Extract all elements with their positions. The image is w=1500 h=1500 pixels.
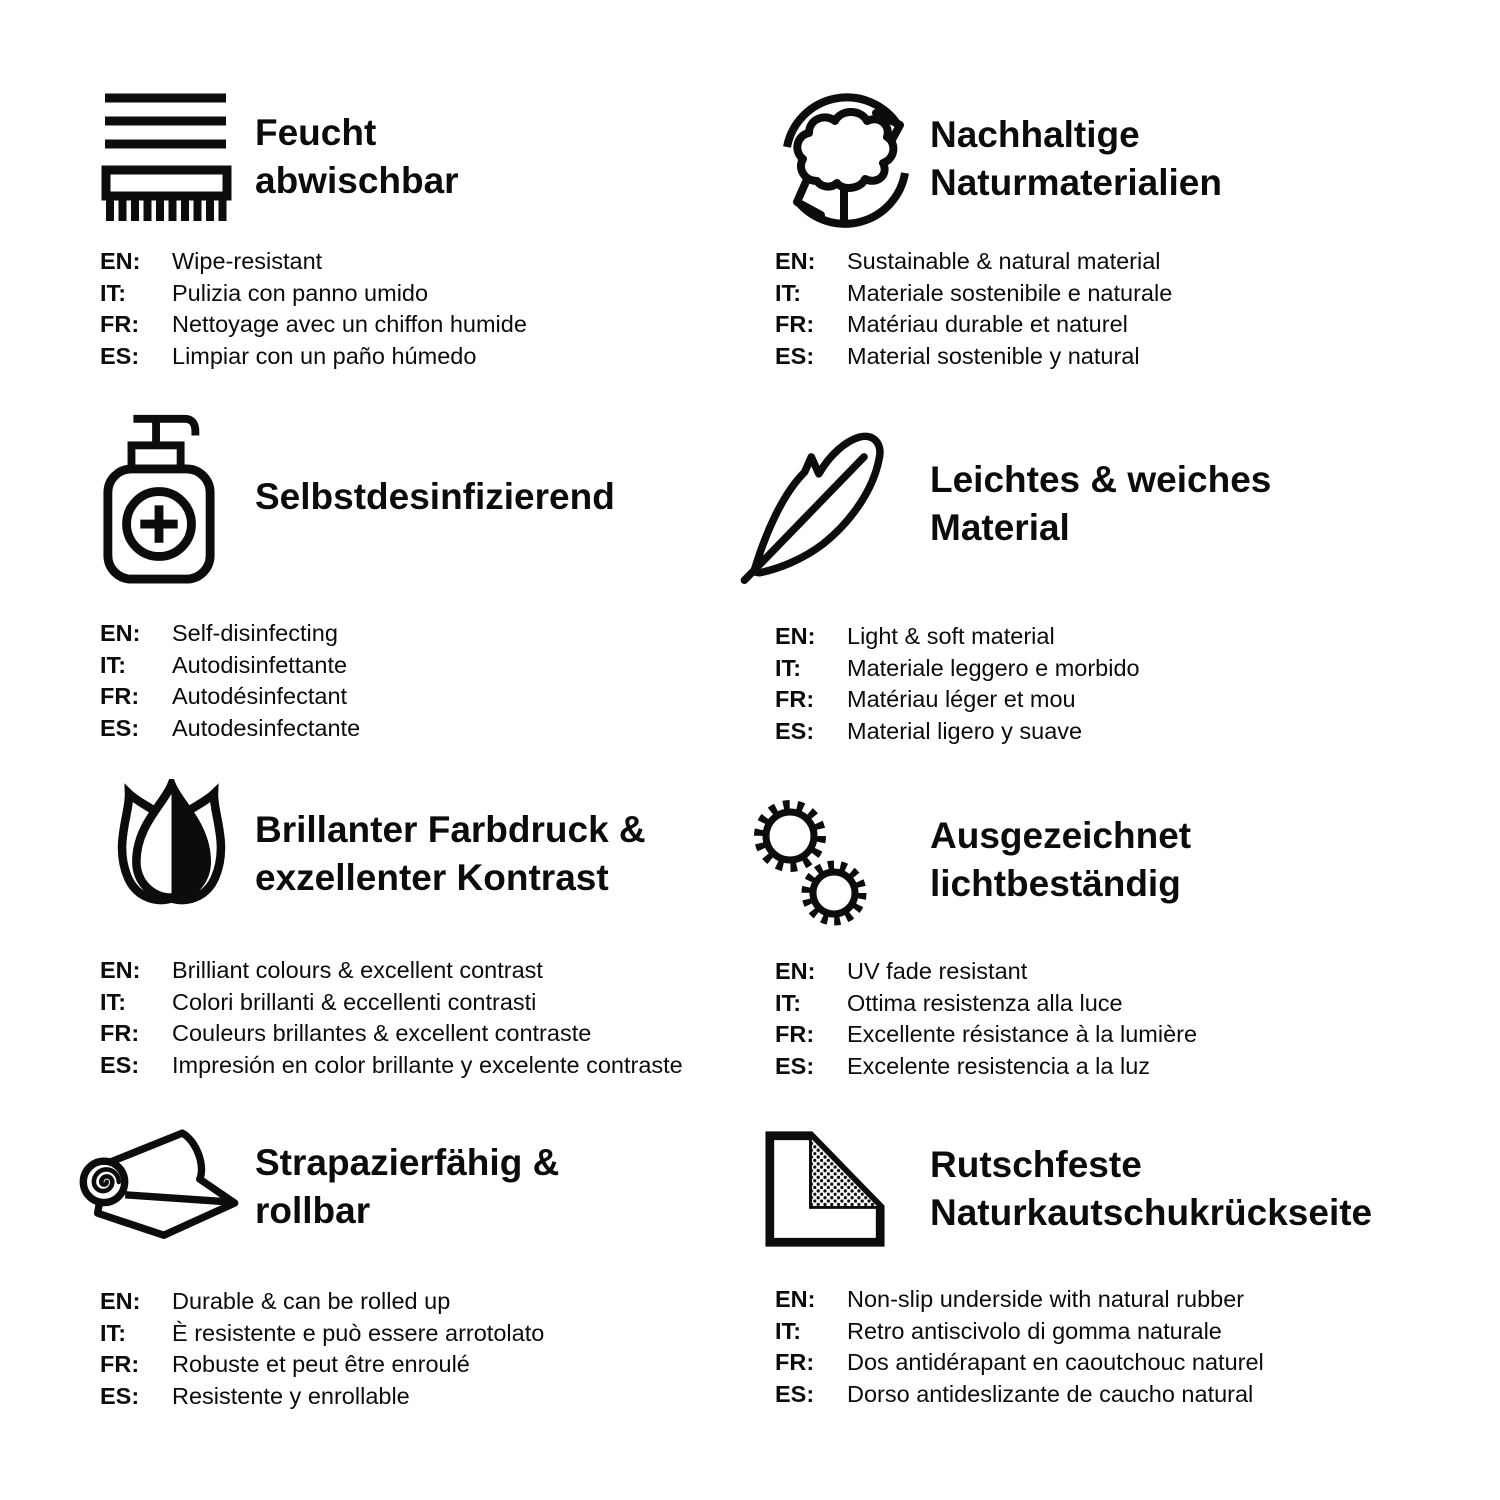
- feature-title: Nachhaltige Naturmaterialien: [930, 114, 1222, 203]
- translation-list: [100, 618, 760, 744]
- translation-row: ES: Material sostenible y natural: [775, 342, 1140, 369]
- ink-drops-icon: [100, 779, 243, 929]
- feature-header: [100, 786, 760, 922]
- translation-row: FR: Matériau durable et naturel: [775, 311, 1128, 337]
- translation-row: ES: Impresión en color brillante y excelente contraste: [100, 1051, 683, 1078]
- translation-row: IT: Pulizia con panno umido: [100, 279, 429, 306]
- feature-light-soft: [775, 423, 1435, 747]
- translation-row: EN: Brilliant colours & excellent contrast: [100, 957, 543, 983]
- translation-row: ES: Material ligero y suave: [775, 717, 1083, 744]
- translation-row: FR: Excellente résistance à la lumière: [775, 1021, 1198, 1047]
- feature-header: [775, 1128, 1435, 1250]
- feature-self-disinfecting: [100, 408, 760, 744]
- translation-list: [100, 246, 760, 372]
- feature-durable-rollable: [100, 1123, 760, 1412]
- feature-header: [100, 1123, 760, 1250]
- translation-row: FR: Robuste et peut être enroulé: [100, 1351, 470, 1377]
- translation-row: FR: Nettoyage avec un chiffon humide: [100, 311, 527, 337]
- translation-row: EN: UV fade resistant: [775, 958, 1028, 984]
- translation-list: [775, 956, 1435, 1082]
- translation-row: IT: Colori brillanti & eccellenti contrasti: [100, 988, 537, 1015]
- translation-list: [100, 955, 760, 1081]
- translation-row: FR: Autodésinfectant: [100, 683, 348, 709]
- feature-title: Selbstdesinfizierend: [255, 475, 615, 517]
- feature-title: Strapazierfähig & rollbar: [255, 1141, 560, 1231]
- soap-dispenser-icon: [100, 408, 218, 585]
- translation-row: EN: Durable & can be rolled up: [100, 1288, 451, 1314]
- translation-row: EN: Wipe-resistant: [100, 248, 323, 274]
- translation-row: ES: Autodesinfectante: [100, 714, 361, 741]
- feature-non-slip-back: [775, 1128, 1435, 1410]
- feature-wipe-clean: [100, 88, 760, 372]
- translation-list: [100, 1286, 760, 1412]
- translation-row: IT: Retro antiscivolo di gomma naturale: [775, 1317, 1222, 1344]
- translation-row: EN: Self-disinfecting: [100, 620, 338, 646]
- translation-row: IT: È resistente e può essere arrotolato: [100, 1319, 545, 1346]
- translation-row: IT: Ottima resistenza alla luce: [775, 989, 1123, 1016]
- translation-row: IT: Autodisinfettante: [100, 651, 348, 678]
- feature-header: [100, 408, 760, 585]
- feature-title: Feucht abwischbar: [255, 112, 459, 201]
- translation-list: [775, 246, 1435, 372]
- feature-header: [775, 791, 1435, 928]
- feature-sustainable-material: [775, 88, 1435, 372]
- translation-row: ES: Limpiar con un paño húmedo: [100, 342, 477, 369]
- sun-gears-icon: [752, 790, 872, 930]
- feature-lightfast: [775, 791, 1435, 1082]
- recycle-tree-icon: [775, 85, 917, 233]
- translation-row: EN: Light & soft material: [775, 623, 1055, 649]
- feature-title: Brillanter Farbdruck & exzellenter Kontrast: [255, 809, 646, 898]
- translation-row: IT: Materiale leggero e morbido: [775, 654, 1140, 681]
- feature-header: [100, 88, 760, 226]
- rolled-mat-icon: [72, 1123, 252, 1250]
- feather-icon: [740, 423, 892, 585]
- translation-row: EN: Sustainable & natural material: [775, 248, 1161, 274]
- feature-title: Leichtes & weiches Material: [930, 459, 1272, 548]
- folded-corner-icon: [760, 1128, 890, 1250]
- translation-row: FR: Matériau léger et mou: [775, 686, 1076, 712]
- translation-list: [775, 621, 1435, 747]
- translation-row: EN: Non-slip underside with natural rubber: [775, 1286, 1245, 1312]
- translation-list: [775, 1284, 1435, 1410]
- wipe-brush-icon: [100, 88, 234, 226]
- feature-brilliant-colours: [100, 786, 760, 1081]
- feature-title: Ausgezeichnet lichtbeständig: [930, 814, 1192, 904]
- feature-header: [775, 423, 1435, 585]
- translation-row: FR: Dos antidérapant en caoutchouc naturel: [775, 1349, 1264, 1375]
- translation-row: ES: Excelente resistencia a la luz: [775, 1052, 1151, 1079]
- translation-row: ES: Dorso antideslizante de caucho natural: [775, 1380, 1254, 1407]
- translation-row: FR: Couleurs brillantes & excellent contraste: [100, 1020, 592, 1046]
- feature-title: Rutschfeste Naturkautschukrückseite: [930, 1144, 1373, 1233]
- translation-row: IT: Materiale sostenibile e naturale: [775, 279, 1173, 306]
- feature-header: [775, 88, 1435, 230]
- translation-row: ES: Resistente y enrollable: [100, 1382, 410, 1409]
